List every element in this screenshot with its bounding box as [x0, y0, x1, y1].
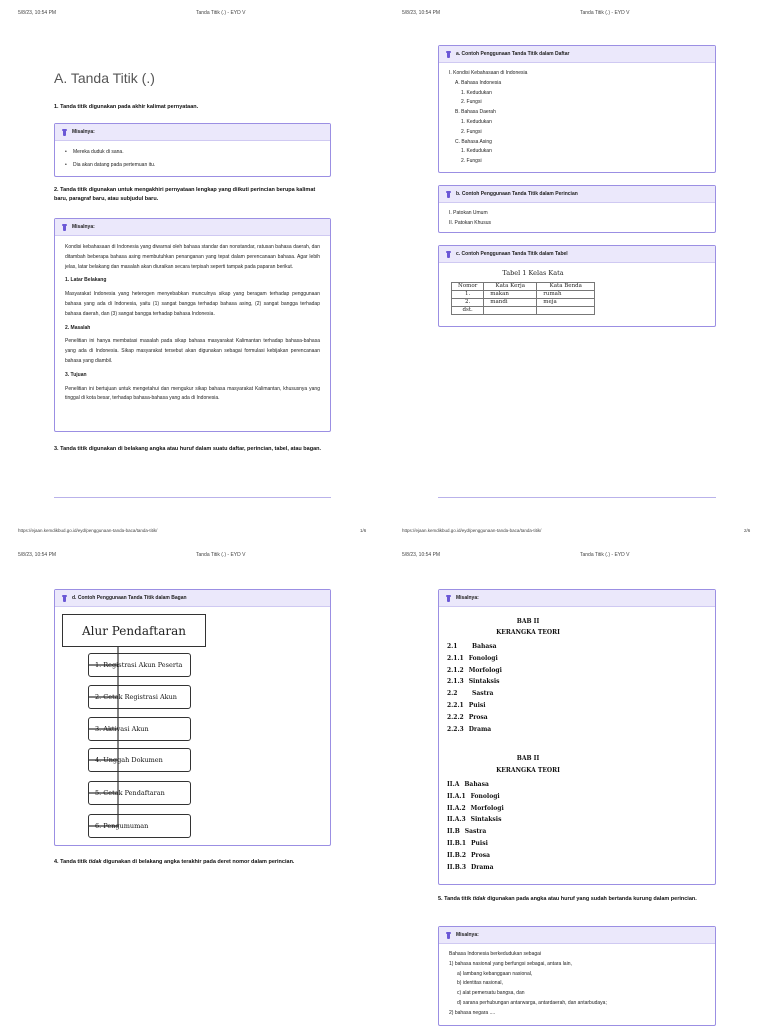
- list-item: 1. Kedudukan: [461, 118, 492, 125]
- flowchart-node: 4. Unggah Dokumen: [88, 748, 191, 772]
- outline-number: II.B: [447, 828, 460, 836]
- rule-3: 3. Tanda titik digunakan di belakang angka atau huruf dalam suatu daftar, perincian, tabel, atau bagan.: [54, 446, 322, 452]
- rule-4: 4. Tanda titik tidak digunakan di belakang angka terakhir pada deret nomor dalam perincian.: [54, 859, 295, 865]
- intro-paragraph: Kondisi kebahasaan di Indonesia yang diwarnai oleh bahasa standar dan nonstandar, ratusan bahasa daerah, dan ditambah beberapa bahasa asing membutuhkan penanganan yang tepat dalam perencanaan bahasa. Agar lebih jelas, latar belakang dan masalah akan diuraikan secara terpisah seperti tampak pada paparan berikut.: [65, 244, 320, 270]
- outline-number: 2.1.3: [447, 678, 464, 686]
- example-box-header: b. Contoh Penggunaan Tanda Titik dalam Perincian: [439, 186, 715, 203]
- list-item: 1. Kedudukan: [461, 148, 492, 155]
- page1-datetime: 5/8/23, 10:54 PM: [18, 10, 57, 16]
- table-header: Nomor: [452, 283, 484, 291]
- section-text: Penelitian ini hanya membatasi masalah pada sikap bahasa masyarakat Kalimantan terhadap bahasa-bahasa yang ada di Indonesia. Sikap masyarakat tersebut akan digunakan sebagai formulasi kebijakan perencanaan bahasa yang diambil.: [65, 338, 320, 364]
- list-item: C. Bahasa Asing: [455, 138, 492, 145]
- table-header: Kata Kerja: [484, 283, 537, 291]
- flowchart-node: 1. Registrasi Akun Peserta: [88, 653, 191, 677]
- outline-number: 2.2.1: [447, 701, 464, 709]
- outline-label: Fonologi: [468, 654, 498, 662]
- chapter-label: BAB II: [516, 618, 540, 625]
- rule-1: 1. Tanda titik digunakan pada akhir kalimat pernyataan.: [54, 104, 199, 110]
- outline-row: [447, 828, 504, 840]
- example-box-brackets: [438, 926, 716, 1026]
- list-item: 2. Fungsi: [461, 128, 482, 135]
- list-item: I. Patokan Umum: [449, 210, 488, 216]
- list-item: B. Bahasa Daerah: [455, 109, 496, 116]
- example-box-header: a. Contoh Penggunaan Tanda Titik dalam Daftar: [439, 46, 715, 63]
- outline-number: II.A.3: [447, 816, 466, 824]
- page-title: A. Tanda Titik (.): [54, 70, 155, 86]
- outline-label: Prosa: [471, 851, 490, 859]
- table-header: Kata Benda: [537, 283, 595, 291]
- pin-icon: [447, 595, 450, 602]
- outline-label: Sintaksis: [470, 816, 502, 824]
- list-item: • Dia akan datang pada pertemuan itu.: [65, 161, 320, 171]
- list-item: a) lambang kebanggaan nasional,: [457, 970, 533, 977]
- flowchart-node: 5. Cetak Pendaftaran: [88, 781, 191, 805]
- chapter-title: KERANGKA TEORI: [496, 767, 560, 774]
- list-item: II. Patokan Khusus: [449, 219, 491, 226]
- rule-2: 2. Tanda titik digunakan untuk mengakhiri pernyataan lengkap yang diikuti perincian berupa kalimat baru, paragraf baru, atau subjudul baru.: [54, 187, 316, 202]
- outline-number: 2.2.3: [447, 725, 464, 733]
- outline-label: Drama: [468, 725, 492, 733]
- table-caption: Tabel 1 Kelas Kata: [502, 269, 564, 277]
- outline-row: [447, 726, 502, 738]
- chapter-label: BAB II: [516, 755, 540, 762]
- list-item: d) sarana perhubungan antarwarga, antardaerah, dan antarbudaya;: [457, 999, 607, 1006]
- list-item: 2) bahasa negara ....: [449, 1009, 496, 1016]
- list-item: A. Bahasa Indonesia: [455, 79, 502, 86]
- list-item: 2. Fungsi: [461, 99, 482, 106]
- list-item: 1) bahasa nasional yang berfungsi sebagai, antara lain,: [449, 960, 572, 967]
- outline-row: [447, 805, 504, 817]
- outline-number: 2.2: [447, 690, 458, 698]
- flowchart-node: 2. Cetak Registrasi Akun: [88, 685, 191, 709]
- example-box-header: d. Contoh Penggunaan Tanda Titik dalam Bagan: [55, 590, 330, 607]
- outline-row: [447, 840, 504, 852]
- outline-label: Prosa: [468, 713, 488, 721]
- outline-number: 2.2.2: [447, 713, 464, 721]
- outline-row: [447, 667, 502, 679]
- list-item: • Mereka duduk di sana.: [65, 148, 320, 158]
- page1-url: https://ejaan.kemdikbud.go.id/eyd/penggunaan-tanda-baca/tanda-titik/: [18, 528, 158, 533]
- outline-row: [447, 852, 504, 864]
- list-item: I. Kondisi Kebahasaan di Indonesia: [449, 70, 528, 76]
- outline-label: Puisi: [471, 839, 488, 847]
- section-title: 1. Latar Belakang: [65, 277, 107, 284]
- chapter-title: KERANGKA TEORI: [496, 629, 560, 636]
- section-title: 2. Masalah: [65, 324, 91, 331]
- outline-label: Puisi: [468, 701, 486, 709]
- outline-row: [447, 714, 502, 726]
- outline-row: [447, 793, 504, 805]
- page1-number: 1/6: [360, 528, 367, 533]
- page2-url: https://ejaan.kemdikbud.go.id/eyd/penggunaan-tanda-baca/tanda-titik/: [402, 528, 542, 533]
- outline-label: Sastra: [472, 690, 494, 698]
- rule-5: 5. Tanda titik tidak digunakan pada angka atau huruf yang sudah bertanda kurung dalam perincian.: [438, 896, 697, 902]
- page2-header-title: Tanda Titik (.) - EYD V: [580, 10, 630, 16]
- outline-number: II.A.1: [447, 792, 466, 800]
- page3-datetime: 5/8/23, 10:54 PM: [18, 552, 57, 558]
- flowchart-node: 3. Aktivasi Akun: [88, 717, 191, 741]
- example-box-header: Misalnya:: [439, 927, 715, 944]
- outline-row: [447, 690, 502, 702]
- example-box-header: c. Contoh Penggunaan Tanda Titik dalam Tabel: [439, 246, 715, 263]
- example-box-header: Misalnya:: [439, 590, 715, 607]
- outline-row: [447, 643, 502, 655]
- list-item: b) identitas nasional,: [457, 980, 503, 987]
- outline-number: II.A: [447, 781, 460, 788]
- section-text: Penelitian ini bertujuan untuk mengetahui dan mengukur sikap bahasa masyarakat Kalimantan, khususnya yang tinggal di kota besar, terhadap bahasa-bahasa yang ada di Indonesia.: [65, 385, 320, 402]
- outline-label: Fonologi: [470, 792, 500, 800]
- list-item: 1. Kedudukan: [461, 89, 492, 96]
- outline-label: Sastra: [464, 828, 487, 836]
- table-row: 1. makan rumah: [452, 291, 595, 299]
- table-row: dst.: [452, 307, 595, 315]
- outline-number: II.B.2: [447, 851, 467, 859]
- outline-row: [447, 781, 504, 793]
- example-box-header: Misalnya:: [55, 219, 330, 236]
- flowchart-title: Alur Pendaftaran: [62, 614, 206, 647]
- outline-label: Morfologi: [470, 804, 504, 812]
- list-item: c) alat pemersatu bangsa, dan: [457, 990, 525, 997]
- outline-row: [447, 816, 504, 828]
- outline-label: Morfologi: [468, 666, 502, 674]
- page4-datetime: 5/8/23, 10:54 PM: [402, 552, 441, 558]
- outline-number: II.B.3: [447, 863, 467, 871]
- outline-row: [447, 678, 502, 690]
- outline-number: 2.1.2: [447, 666, 464, 674]
- page2-number: 2/6: [744, 528, 751, 533]
- outline-label: Sintaksis: [468, 678, 500, 686]
- outline-label: Drama: [471, 863, 494, 871]
- page1-header-title: Tanda Titik (.) - EYD V: [196, 10, 246, 16]
- outline-number: II.A.2: [447, 804, 466, 812]
- section-text: Masyarakat Indonesia yang heterogen menyebabkan munculnya sikap yang beragam terhadap penggunaan bahasa yang ada di Indonesia, yaitu (1) sangat bangga terhadap bahasa asing, (2) sangat bangga terhadap bahasa daerah, dan (3) sangat bangga terhadap bahasa Indonesia.: [65, 291, 320, 317]
- outline-row: [447, 655, 502, 667]
- page4-header-title: Tanda Titik (.) - EYD V: [580, 552, 630, 558]
- outline-label: Bahasa: [464, 781, 489, 788]
- outline-row: [447, 702, 502, 714]
- outline-number: II.B.1: [447, 839, 467, 847]
- page3-header-title: Tanda Titik (.) - EYD V: [196, 552, 246, 558]
- list-item: Bahasa Indonesia berkedudukan sebagai: [449, 951, 542, 957]
- table-row: 2. mandi meja: [452, 299, 595, 307]
- outline-number: 2.1.1: [447, 654, 464, 662]
- section-title: 3. Tujuan: [65, 371, 87, 378]
- page2-datetime: 5/8/23, 10:54 PM: [402, 10, 441, 16]
- list-item: 2. Fungsi: [461, 158, 482, 165]
- pin-icon: [447, 932, 450, 939]
- flowchart-node: 6. Pengumuman: [88, 814, 191, 838]
- outline-label: Bahasa: [472, 643, 497, 650]
- outline-row: [447, 864, 504, 876]
- outline-number: 2.1: [447, 643, 458, 650]
- example-box-header: Misalnya:: [55, 124, 330, 141]
